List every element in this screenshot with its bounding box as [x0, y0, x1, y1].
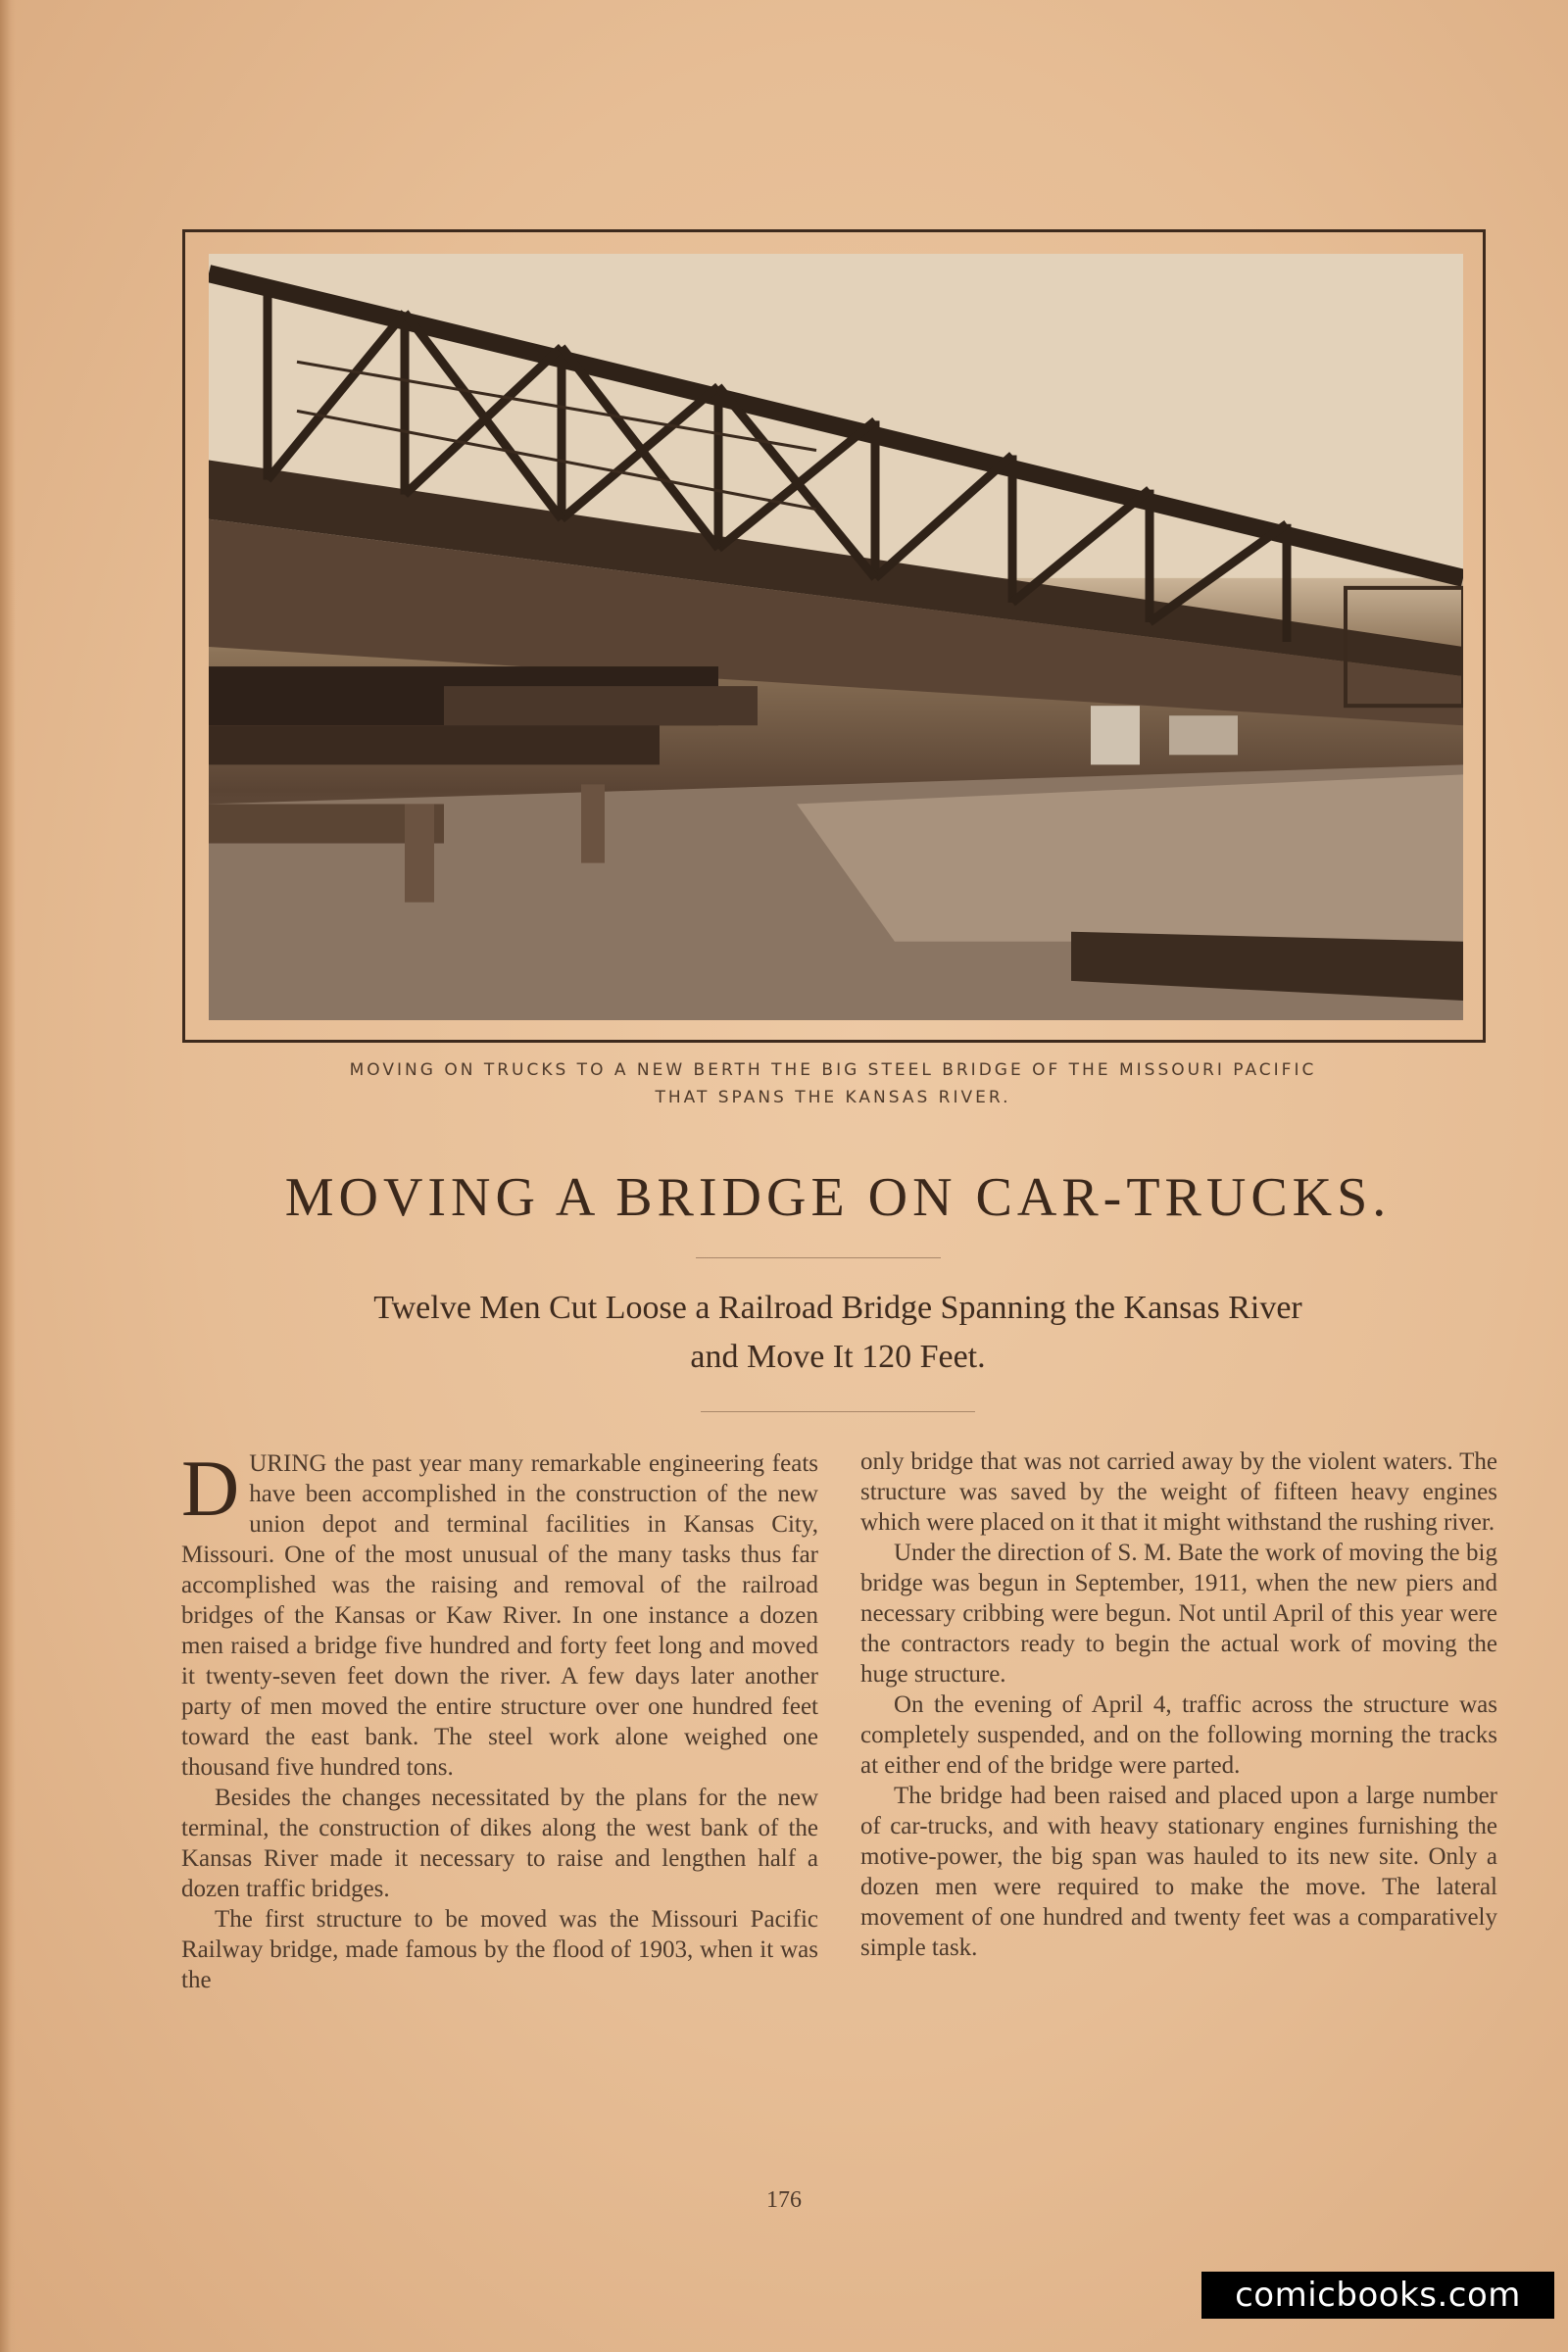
bridge-illustration — [209, 254, 1463, 1020]
caption-line-2: THAT SPANS THE KANSAS RIVER. — [655, 1088, 1011, 1107]
page-number: 176 — [766, 2187, 802, 2213]
article-title: MOVING A BRIDGE ON CAR-TRUCKS. — [284, 1167, 1392, 1228]
subtitle-rule — [701, 1411, 975, 1412]
paragraph — [181, 1444, 818, 1783]
article-column-right — [860, 1446, 1497, 1963]
article-subtitle — [176, 1284, 1499, 1382]
page-edge — [0, 0, 16, 2352]
photo-frame — [182, 229, 1486, 1043]
title-rule — [696, 1257, 941, 1258]
paragraph: The bridge had been raised and placed upon a large number of car-trucks, and with heavy stationary engines furnishing the motive-power, the big span was hauled to its new site. Only a dozen men were required to make the move. The lateral movement of one hundred and twenty feet was a comparatively simple task. — [860, 1783, 1497, 1961]
paragraph: Under the direction of S. M. Bate the work of moving the big bridge was begun in September, 1911, when the new piers and necessary cribbing were begun. Not until April of this year were the contractors ready to begin the actual work of moving the huge structure. — [860, 1540, 1497, 1688]
site-watermark: comicbooks.com — [1201, 2272, 1554, 2319]
paragraph-text: URING the past year many remarkable engineering feats have been accomplished in the construction of the new union depot and terminal facilities in Kansas City, Missouri. One of the most unusual of the many tasks thus far accomplished was the raising and removal of the railroad bridges of the Kansas or Kaw River. In one instance a dozen men raised a bridge five hundred and forty feet long and moved it twenty-seven feet down the river. A few days later another party of men moved the entire structure over one hundred feet toward the east bank. The steel work alone weighed one thousand five hundred tons. — [181, 1450, 818, 1781]
paragraph: The first structure to be moved was the Missouri Pacific Railway bridge, made famous by the flood of 1903, when it was the — [181, 1906, 818, 1993]
paragraph: On the evening of April 4, traffic across the structure was completely suspended, and on the following morning the tracks at either end of the bridge were parted. — [860, 1691, 1497, 1779]
paragraph: Besides the changes necessitated by the plans for the new terminal, the construction of dikes along the west bank of the Kansas River made it necessary to raise and lengthen half a dozen traffic bridges. — [181, 1785, 818, 1902]
subtitle-line-1: Twelve Men Cut Loose a Railroad Bridge Spanning the Kansas River — [373, 1290, 1302, 1326]
subtitle-line-2: and Move It 120 Feet. — [690, 1339, 986, 1375]
caption-line-1: MOVING ON TRUCKS TO A NEW BERTH THE BIG STEEL BRIDGE OF THE MISSOURI PACIFIC — [349, 1060, 1317, 1080]
bridge-photo — [209, 254, 1463, 1020]
article-column-left — [181, 1444, 818, 1995]
photo-caption — [225, 1056, 1441, 1111]
paragraph: only bridge that was not carried away by the violent waters. The structure was saved by the weight of fifteen heavy engines which were placed on it that it might withstand the rushing river. — [860, 1448, 1497, 1536]
drop-cap: D — [181, 1444, 240, 1533]
